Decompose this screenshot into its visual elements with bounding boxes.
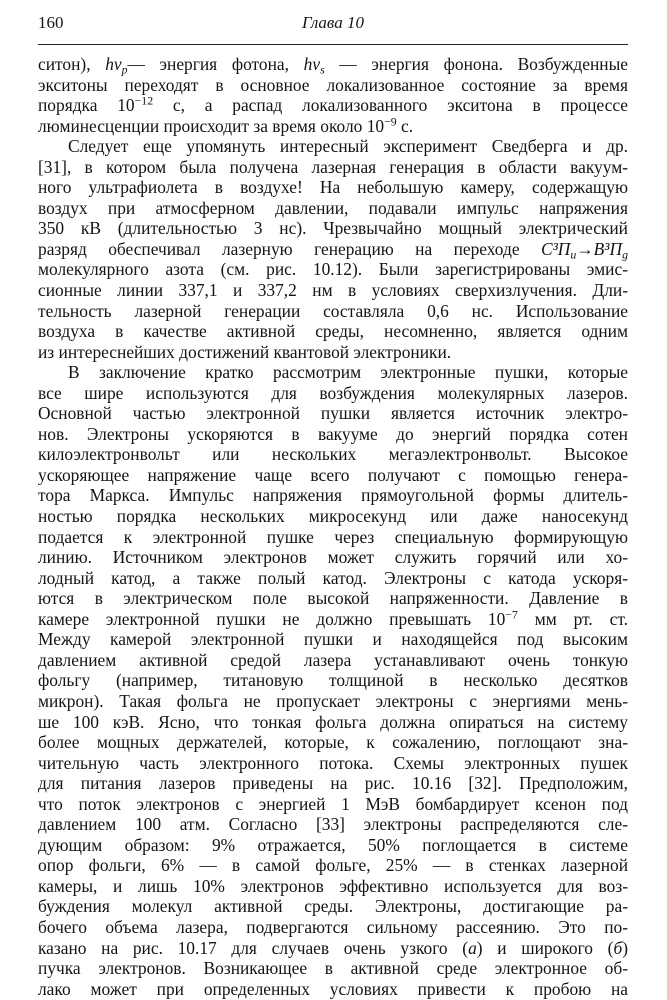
text-line: подается к электронной пушке через специальную формирующую xyxy=(38,526,628,547)
text-line: порядка $10^{-12}$ с, а распад локализованного экситона в процессе xyxy=(38,93,629,116)
text-line: воздух при атмосферном давлении, подавали импульс напряжения xyxy=(38,197,628,218)
text-line: Следует еще упомянуть интересный эксперимент Сведберга и др. xyxy=(68,136,628,157)
text-line: бочего объема лазера, подвергаются сильному рассеянию. Это по- xyxy=(38,916,628,937)
text-line: камере электронной пушки не должно превышать $10^{-7}$ мм рт. ст. xyxy=(38,607,628,629)
text-line: ситон), $hv_p—$ энергия фотона, $hv_s$ — энергия фонона. Возбужденные xyxy=(38,54,628,77)
text-line: люминесценции происходит за время около $10^{-9}$ с. xyxy=(38,114,414,136)
text-line: ше 100 кэВ. Ясно, что тонкая фольга должна опираться на систему xyxy=(38,711,628,732)
paragraph xyxy=(38,362,628,999)
text-line: чительную часть электронного потока. Схемы электронных пушек xyxy=(38,752,628,773)
text-line: из интереснейших достижений квантовой электроники. xyxy=(38,341,452,362)
text-line: лодный катод, а также полый катод. Электроны с катода ускоря- xyxy=(38,567,628,588)
text-line: для питания лазеров приведены на рис. 10.16 [32]. Предположим, xyxy=(38,773,628,794)
paragraph xyxy=(38,54,628,136)
text-line: 350 кВ (длительностью 3 нс). Чрезвычайно мощный электрический xyxy=(38,218,628,239)
text-line: опор фольги, 6% — в самой фольге, 25% — в стенках лазерной xyxy=(38,855,628,876)
text-line: казано на рис. 10.17 для случаев очень узкого (а) и широкого (б) xyxy=(38,937,628,958)
text-line: воздуха в качестве активной среды, несомненно, является одним xyxy=(38,321,628,342)
text-line: линию. Источником электронов может служить горячий или хо- xyxy=(38,547,628,568)
text-line: разряд обеспечивал лазерную генерацию на переходе $C^3\Pi_u\to B^3\Pi_g$ xyxy=(38,238,628,262)
text-line: все шире используются для возбуждения молекулярных лазеров. xyxy=(38,382,628,403)
text-line: более мощных держателей, которые, к сожалению, поглощают зна- xyxy=(38,732,628,753)
text-line: давлением 100 атм. Согласно [33] электроны распределяются сле- xyxy=(38,814,628,835)
text-line: фольгу (например, титановую толщиной в несколько десятков xyxy=(38,670,628,691)
text-line: лако может при определенных условиях привести к пробою на xyxy=(38,978,628,999)
text-line: давлением активной средой лазера устанавливают очень тонкую xyxy=(38,649,628,670)
text-line: тельность лазерной генерации составляла 0,6 нс. Использование xyxy=(38,300,628,321)
text-line: камеры, и лишь 10% электронов эффективно используется для воз- xyxy=(38,875,628,896)
text-line: экситоны переходят в основное локализованное состояние за время xyxy=(38,74,628,95)
page-number: 160 xyxy=(38,13,64,32)
text-line: Основной частью электронной пушки является источник электро- xyxy=(38,403,628,424)
text-line: ускоряющее напряжение чаще всего получают с помощью генера- xyxy=(38,464,628,485)
text-line: ностью порядка нескольких микросекунд или даже наносекунд xyxy=(38,506,628,527)
text-line: дующим образом: 9% отражается, 50% поглощается в системе xyxy=(38,834,628,855)
text-line: ются в электрическом поле высокой напряженности. Давление в xyxy=(38,588,628,609)
paragraph xyxy=(38,136,628,362)
text-line: килоэлектронвольт или нескольких мегаэлектронвольт. Высокое xyxy=(38,444,628,465)
text-line: В заключение кратко рассмотрим электронные пушки, которые xyxy=(68,362,628,383)
chapter-title: Глава 10 xyxy=(302,13,364,32)
text-line: сионные линии 337,1 и 337,2 нм в условиях сверхизлучения. Дли- xyxy=(38,280,628,301)
text-line: пучка электронов. Возникающее в активной среде электронное об- xyxy=(38,958,628,979)
text-line: молекулярного азота (см. рис. 10.12). Были зарегистрированы эмис- xyxy=(38,259,628,280)
text-line: нов. Электроны ускоряются в вакууме до энергий порядка сотен xyxy=(38,423,628,444)
text-line: Между камерой электронной пушки и находящейся под высоким xyxy=(38,629,628,650)
text-line: тора Маркса. Импульс напряжения прямоугольной формы длитель- xyxy=(38,485,628,506)
running-header xyxy=(38,13,628,37)
page-body xyxy=(38,54,628,999)
text-line: что поток электронов с энергией 1 МэВ бомбардирует ксенон под xyxy=(38,793,628,814)
text-line: ного ультрафиолета в воздухе! На небольшую камеру, содержащую xyxy=(38,177,628,198)
text-line: [31], в котором была получена лазерная генерация в области вакуум- xyxy=(38,156,628,177)
text-line: микрон). Такая фольга не пропускает электроны с энергиями мень- xyxy=(38,690,628,711)
header-rule xyxy=(38,44,628,45)
text-line: буждения молекул активной среды. Электроны, достигающие ра- xyxy=(38,896,628,917)
